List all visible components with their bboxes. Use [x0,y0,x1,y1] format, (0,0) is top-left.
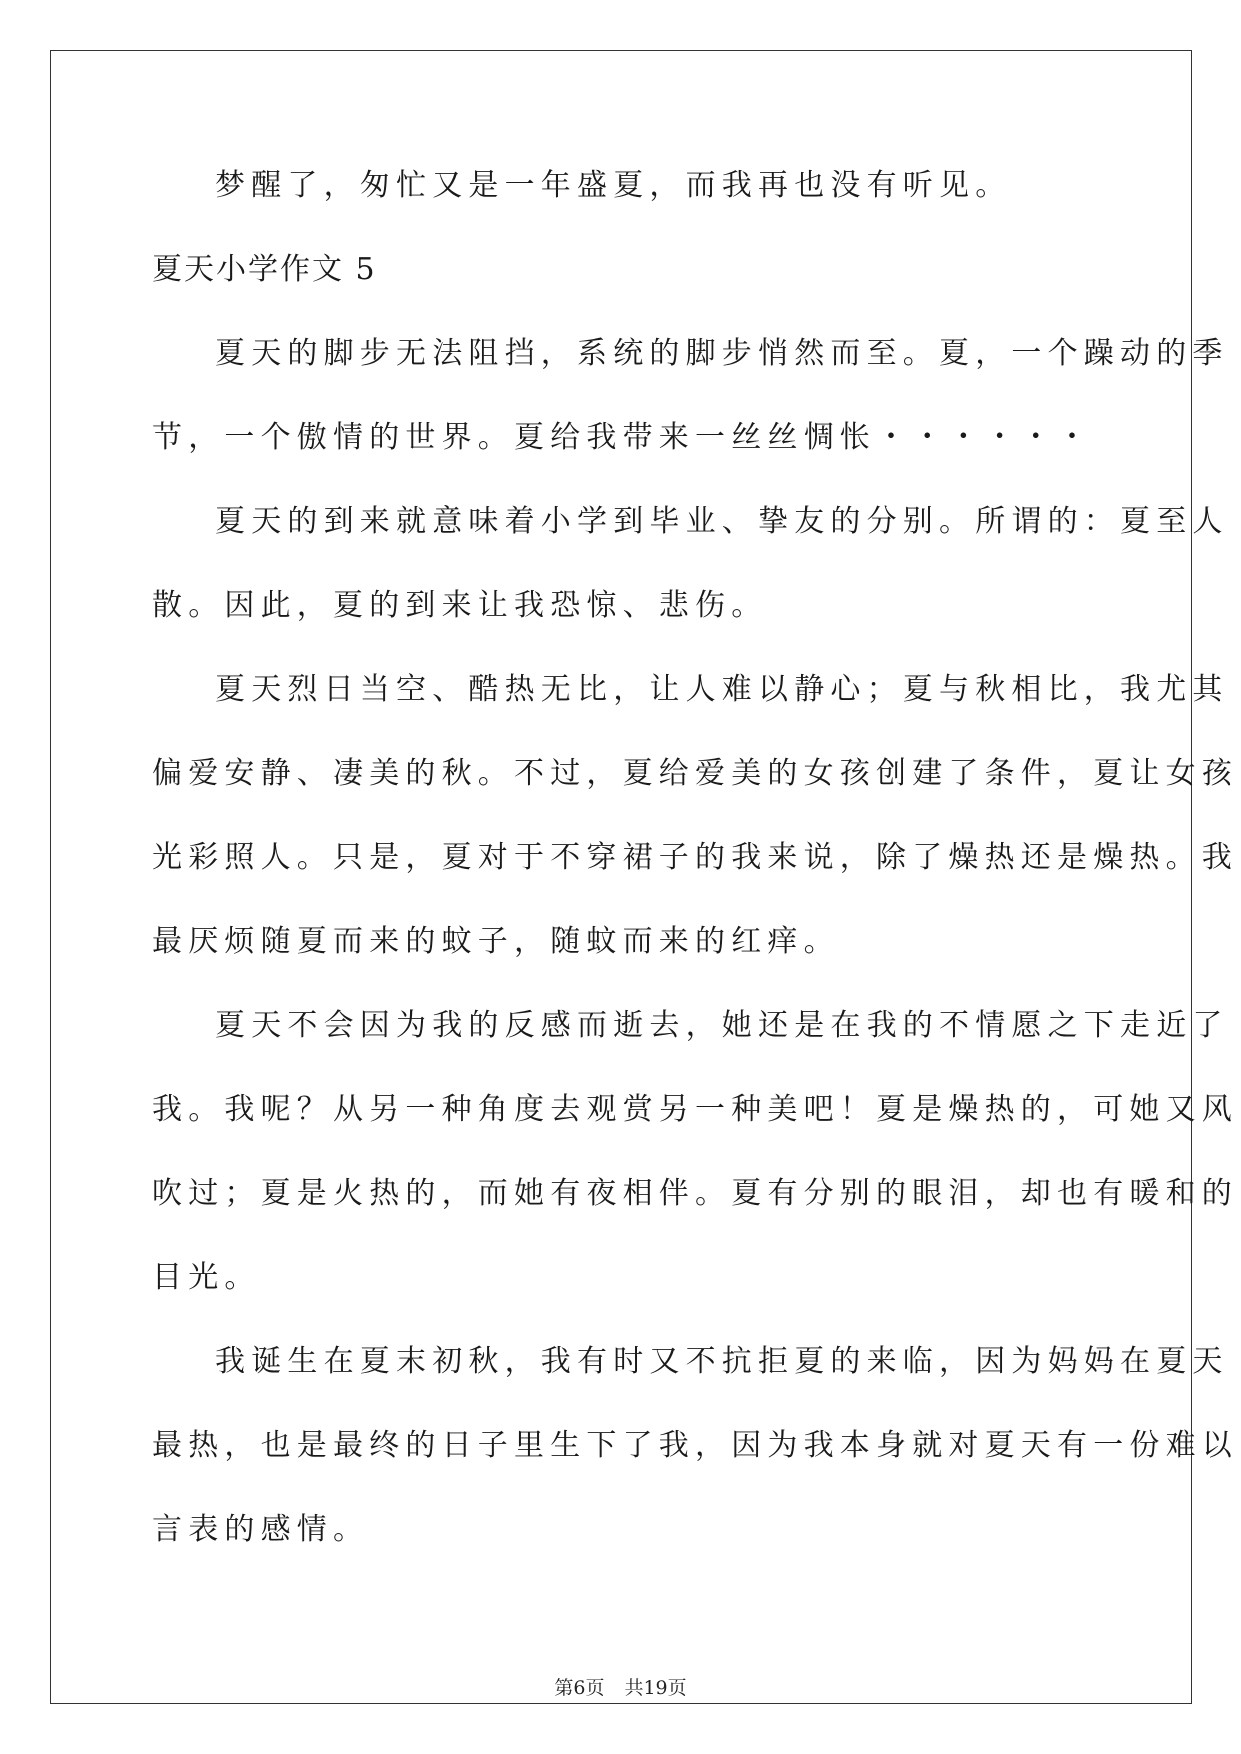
paragraph-line: 散。因此，夏的到来让我恐惊、悲伤。 [152,588,768,623]
paragraph-line: 节，一个傲情的世界。夏给我带来一丝丝惆怅・・・・・・ [152,420,1094,455]
document-body [152,165,1238,1593]
paragraph-line: 夏天的到来就意味着小学到毕业、挚友的分别。所谓的：夏至人 [215,504,1229,539]
paragraph-line: 最热，也是最终的日子里生下了我，因为我本身就对夏天有一份难以 [152,1428,1238,1463]
paragraph-line: 最厌烦随夏而来的蚊子，随蚊而来的红痒。 [152,924,840,959]
total-pages: 共19页 [624,1677,687,1699]
paragraph-line: 我。我呢？从另一种角度去观赏另一种美吧！夏是燥热的，可她又风 [152,1092,1238,1127]
paragraph-line: 夏天烈日当空、酷热无比，让人难以静心；夏与秋相比，我尤其 [215,672,1229,707]
paragraph-line: 言表的感情。 [152,1512,370,1547]
paragraph-line: 吹过；夏是火热的，而她有夜相伴。夏有分别的眼泪，却也有暖和的 [152,1176,1238,1211]
paragraph-line: 梦醒了，匆忙又是一年盛夏，而我再也没有听见。 [215,168,1012,203]
paragraph-line: 偏爱安静、凄美的秋。不过，夏给爱美的女孩创建了条件，夏让女孩 [152,756,1238,791]
current-page-number: 第6页 [554,1677,605,1699]
paragraph-line: 夏天的脚步无法阻挡，系统的脚步悄然而至。夏，一个躁动的季 [215,336,1229,371]
paragraph-line: 光彩照人。只是，夏对于不穿裙子的我来说，除了燥热还是燥热。我 [152,840,1238,875]
paragraph-line: 夏天不会因为我的反感而逝去，她还是在我的不情愿之下走近了 [215,1008,1229,1043]
paragraph-line: 目光。 [152,1260,261,1295]
page-footer [0,1676,1241,1700]
paragraph-line: 我诞生在夏末初秋，我有时又不抗拒夏的来临，因为妈妈在夏天 [215,1344,1229,1379]
essay-title: 夏天小学作文 5 [152,252,377,287]
